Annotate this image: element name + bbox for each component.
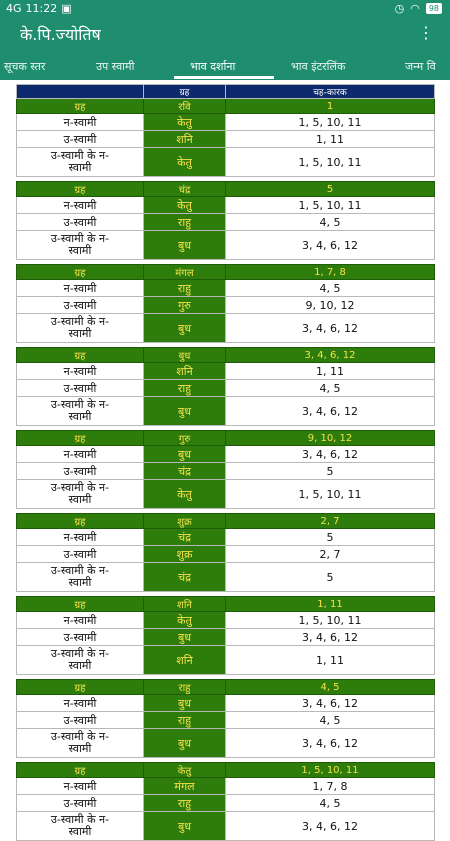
subnak-label-line2: स्वामी bbox=[68, 659, 92, 672]
table-header-row bbox=[17, 85, 435, 99]
table-row bbox=[17, 612, 435, 629]
sub-label: उ-स्वामी bbox=[17, 795, 144, 812]
sub-lord: राहु bbox=[144, 795, 226, 812]
sub-label: उ-स्वामी bbox=[17, 297, 144, 314]
nakshatra-label: न-स्वामी bbox=[17, 529, 144, 546]
signal-icon: 4G bbox=[6, 2, 22, 15]
nakshatra-houses: 4, 5 bbox=[226, 280, 435, 297]
graha-label: ग्रह bbox=[17, 99, 144, 114]
sub-label: उ-स्वामी bbox=[17, 546, 144, 563]
planet-header-row bbox=[17, 680, 435, 695]
table-row bbox=[17, 280, 435, 297]
nakshatra-lord: बुध bbox=[144, 695, 226, 712]
nakshatra-label: न-स्वामी bbox=[17, 114, 144, 131]
planet-header-row bbox=[17, 514, 435, 529]
subnak-houses: 5 bbox=[226, 563, 435, 592]
sub-label: उ-स्वामी bbox=[17, 463, 144, 480]
sub-lord: शुक्र bbox=[144, 546, 226, 563]
subnak-label-line1: उ-स्वामी के न- bbox=[50, 813, 110, 826]
sub-lord: चंद्र bbox=[144, 463, 226, 480]
sub-houses: 1, 11 bbox=[226, 131, 435, 148]
subnak-houses: 3, 4, 6, 12 bbox=[226, 397, 435, 426]
header-blank bbox=[17, 85, 144, 99]
sub-lord: गुरु bbox=[144, 297, 226, 314]
subnak-label-line1: उ-स्वामी के न- bbox=[50, 232, 110, 245]
subnak-label-line2: स्वामी bbox=[68, 493, 92, 506]
subnak-houses: 1, 5, 10, 11 bbox=[226, 480, 435, 509]
table-row bbox=[17, 546, 435, 563]
table-row bbox=[17, 314, 435, 343]
table-row bbox=[17, 148, 435, 177]
subnak-lord: बुध bbox=[144, 729, 226, 758]
nakshatra-label: न-स्वामी bbox=[17, 280, 144, 297]
subnak-label-line1: उ-स्वामी के न- bbox=[50, 730, 110, 743]
subnak-lord: बुध bbox=[144, 397, 226, 426]
nakshatra-lord: केतु bbox=[144, 612, 226, 629]
planet-houses: 1, 7, 8 bbox=[226, 265, 435, 280]
nakshatra-houses: 1, 7, 8 bbox=[226, 778, 435, 795]
battery-icon: 98 bbox=[426, 3, 442, 14]
subnak-label-line1: उ-स्वामी के न- bbox=[50, 647, 110, 660]
graha-label: ग्रह bbox=[17, 763, 144, 778]
sub-label: उ-स्वामी bbox=[17, 629, 144, 646]
nakshatra-label: न-स्वामी bbox=[17, 446, 144, 463]
subnak-label-line2: स्वामी bbox=[68, 742, 92, 755]
subnak-label bbox=[17, 231, 144, 260]
nakshatra-lord: केतु bbox=[144, 197, 226, 214]
planet-houses: 1, 11 bbox=[226, 597, 435, 612]
wifi-icon: ◠ bbox=[410, 2, 420, 15]
sub-houses: 9, 10, 12 bbox=[226, 297, 435, 314]
planet-houses: 3, 4, 6, 12 bbox=[226, 348, 435, 363]
sub-houses: 2, 7 bbox=[226, 546, 435, 563]
subnak-lord: केतु bbox=[144, 480, 226, 509]
table-row bbox=[17, 231, 435, 260]
nakshatra-houses: 3, 4, 6, 12 bbox=[226, 695, 435, 712]
nakshatra-houses: 3, 4, 6, 12 bbox=[226, 446, 435, 463]
planet-name: राहु bbox=[144, 680, 226, 695]
nakshatra-houses: 1, 5, 10, 11 bbox=[226, 612, 435, 629]
graha-label: ग्रह bbox=[17, 182, 144, 197]
table-row bbox=[17, 463, 435, 480]
nakshatra-label: न-स्वामी bbox=[17, 197, 144, 214]
subnak-lord: शनि bbox=[144, 646, 226, 675]
notification-icon: ▣ bbox=[61, 2, 72, 15]
subnak-label-line2: स्वामी bbox=[68, 244, 92, 257]
nakshatra-label: न-स्वामी bbox=[17, 695, 144, 712]
nakshatra-houses: 1, 5, 10, 11 bbox=[226, 114, 435, 131]
table-row bbox=[17, 646, 435, 675]
sub-houses: 4, 5 bbox=[226, 214, 435, 231]
planet-header-row bbox=[17, 597, 435, 612]
nakshatra-lord: केतु bbox=[144, 114, 226, 131]
subnak-label bbox=[17, 397, 144, 426]
bhav-table bbox=[16, 84, 435, 841]
sub-label: उ-स्वामी bbox=[17, 712, 144, 729]
sub-label: उ-स्वामी bbox=[17, 214, 144, 231]
subnak-label-line2: स्वामी bbox=[68, 410, 92, 423]
graha-label: ग्रह bbox=[17, 348, 144, 363]
subnak-houses: 1, 5, 10, 11 bbox=[226, 148, 435, 177]
planet-header-row bbox=[17, 99, 435, 114]
subnak-lord: बुध bbox=[144, 314, 226, 343]
nakshatra-houses: 1, 11 bbox=[226, 363, 435, 380]
planet-houses: 9, 10, 12 bbox=[226, 431, 435, 446]
table-row bbox=[17, 380, 435, 397]
sub-houses: 4, 5 bbox=[226, 795, 435, 812]
subnak-houses: 3, 4, 6, 12 bbox=[226, 231, 435, 260]
sub-lord: राहु bbox=[144, 214, 226, 231]
more-vert-icon[interactable]: ⋮ bbox=[418, 23, 434, 42]
table-row bbox=[17, 795, 435, 812]
subnak-label bbox=[17, 148, 144, 177]
header-chah-karak: चह-कारक bbox=[226, 85, 435, 99]
planet-name: शनि bbox=[144, 597, 226, 612]
sub-houses: 4, 5 bbox=[226, 380, 435, 397]
sub-lord: राहु bbox=[144, 380, 226, 397]
table-row bbox=[17, 629, 435, 646]
subnak-label bbox=[17, 812, 144, 841]
status-bar bbox=[0, 0, 450, 17]
app-title: के.पि.ज्योतिष bbox=[20, 25, 101, 44]
planet-header-row bbox=[17, 265, 435, 280]
nakshatra-label: न-स्वामी bbox=[17, 612, 144, 629]
nakshatra-lord: मंगल bbox=[144, 778, 226, 795]
subnak-label-line2: स्वामी bbox=[68, 327, 92, 340]
tab-janm-vivaran[interactable]: जन्म वि bbox=[405, 60, 436, 73]
table-row bbox=[17, 563, 435, 592]
planet-name: शुक्र bbox=[144, 514, 226, 529]
subnak-label bbox=[17, 563, 144, 592]
planet-name: रवि bbox=[144, 99, 226, 114]
table-row bbox=[17, 214, 435, 231]
planet-houses: 4, 5 bbox=[226, 680, 435, 695]
table-row bbox=[17, 695, 435, 712]
bhav-table-container[interactable] bbox=[16, 84, 435, 838]
nakshatra-lord: राहु bbox=[144, 280, 226, 297]
tab-bhav-darshana[interactable]: भाव दर्शाना bbox=[190, 60, 236, 73]
nakshatra-lord: शनि bbox=[144, 363, 226, 380]
planet-header-row bbox=[17, 348, 435, 363]
subnak-label bbox=[17, 729, 144, 758]
table-row bbox=[17, 480, 435, 509]
subnak-houses: 3, 4, 6, 12 bbox=[226, 314, 435, 343]
subnak-lord: चंद्र bbox=[144, 563, 226, 592]
subnak-label bbox=[17, 314, 144, 343]
nakshatra-houses: 5 bbox=[226, 529, 435, 546]
planet-houses: 1, 5, 10, 11 bbox=[226, 763, 435, 778]
table-row bbox=[17, 197, 435, 214]
status-time: 11:22 bbox=[25, 2, 58, 15]
sub-label: उ-स्वामी bbox=[17, 131, 144, 148]
tab-bhav-interlink[interactable]: भाव इंटरलिंक bbox=[291, 60, 346, 73]
planet-header-row bbox=[17, 182, 435, 197]
sub-label: उ-स्वामी bbox=[17, 380, 144, 397]
nakshatra-houses: 1, 5, 10, 11 bbox=[226, 197, 435, 214]
table-row bbox=[17, 114, 435, 131]
subnak-label bbox=[17, 480, 144, 509]
planet-header-row bbox=[17, 431, 435, 446]
subnak-label-line1: उ-स्वामी के न- bbox=[50, 149, 110, 162]
sub-houses: 3, 4, 6, 12 bbox=[226, 629, 435, 646]
graha-label: ग्रह bbox=[17, 265, 144, 280]
nakshatra-lord: बुध bbox=[144, 446, 226, 463]
planet-name: मंगल bbox=[144, 265, 226, 280]
subnak-label bbox=[17, 646, 144, 675]
subnak-label-line1: उ-स्वामी के न- bbox=[50, 315, 110, 328]
graha-label: ग्रह bbox=[17, 431, 144, 446]
table-row bbox=[17, 363, 435, 380]
nakshatra-label: न-स्वामी bbox=[17, 363, 144, 380]
tab-up-swami[interactable]: उप स्वामी bbox=[96, 60, 135, 73]
table-row bbox=[17, 812, 435, 841]
subnak-label-line1: उ-स्वामी के न- bbox=[50, 481, 110, 494]
tab-suchak-star[interactable]: सूचक स्तर bbox=[4, 60, 46, 73]
table-row bbox=[17, 529, 435, 546]
app-bar bbox=[0, 17, 450, 52]
planet-name: गुरु bbox=[144, 431, 226, 446]
table-row bbox=[17, 712, 435, 729]
table-row bbox=[17, 729, 435, 758]
subnak-lord: बुध bbox=[144, 812, 226, 841]
planet-houses: 2, 7 bbox=[226, 514, 435, 529]
graha-label: ग्रह bbox=[17, 514, 144, 529]
sub-lord: राहु bbox=[144, 712, 226, 729]
subnak-label-line1: उ-स्वामी के न- bbox=[50, 564, 110, 577]
graha-label: ग्रह bbox=[17, 680, 144, 695]
subnak-label-line2: स्वामी bbox=[68, 576, 92, 589]
table-row bbox=[17, 397, 435, 426]
subnak-label-line2: स्वामी bbox=[68, 161, 92, 174]
sub-lord: बुध bbox=[144, 629, 226, 646]
subnak-houses: 3, 4, 6, 12 bbox=[226, 812, 435, 841]
sub-lord: शनि bbox=[144, 131, 226, 148]
sub-houses: 5 bbox=[226, 463, 435, 480]
nakshatra-lord: चंद्र bbox=[144, 529, 226, 546]
subnak-label-line2: स्वामी bbox=[68, 825, 92, 838]
subnak-label-line1: उ-स्वामी के न- bbox=[50, 398, 110, 411]
nakshatra-label: न-स्वामी bbox=[17, 778, 144, 795]
subnak-houses: 1, 11 bbox=[226, 646, 435, 675]
subnak-lord: बुध bbox=[144, 231, 226, 260]
table-row bbox=[17, 778, 435, 795]
planet-name: बुध bbox=[144, 348, 226, 363]
active-tab-indicator bbox=[174, 76, 274, 79]
table-row bbox=[17, 446, 435, 463]
sub-houses: 4, 5 bbox=[226, 712, 435, 729]
table-row bbox=[17, 297, 435, 314]
header-graha: ग्रह bbox=[144, 85, 226, 99]
planet-name: चंद्र bbox=[144, 182, 226, 197]
table-body bbox=[17, 99, 435, 841]
planet-houses: 5 bbox=[226, 182, 435, 197]
subnak-lord: केतु bbox=[144, 148, 226, 177]
planet-header-row bbox=[17, 763, 435, 778]
alarm-icon: ◷ bbox=[394, 2, 405, 15]
planet-houses: 1 bbox=[226, 99, 435, 114]
subnak-houses: 3, 4, 6, 12 bbox=[226, 729, 435, 758]
planet-name: केतु bbox=[144, 763, 226, 778]
graha-label: ग्रह bbox=[17, 597, 144, 612]
table-row bbox=[17, 131, 435, 148]
